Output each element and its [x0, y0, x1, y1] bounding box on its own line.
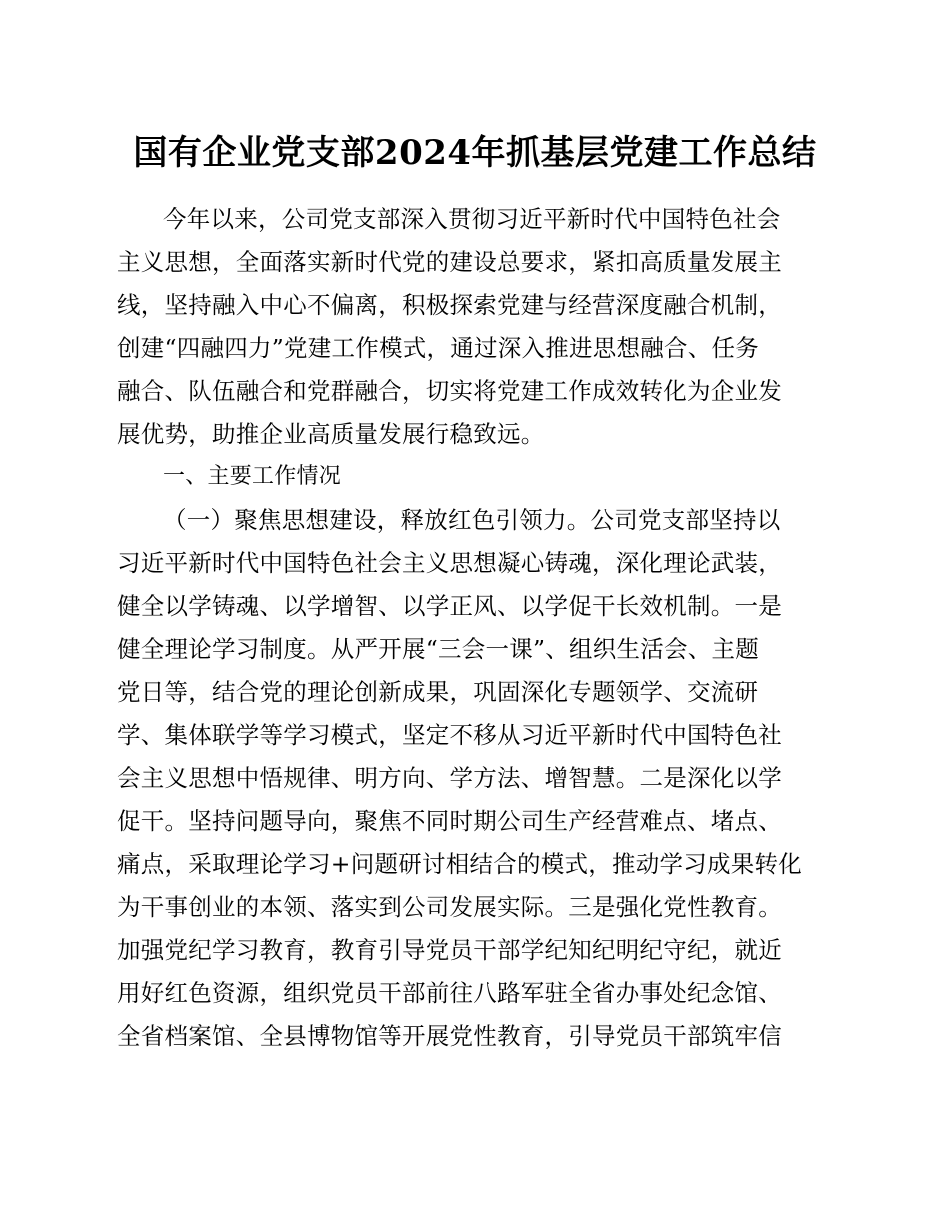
section-line: 党日等，结合党的理论创新成果，巩固深化专题领学、交流研	[117, 678, 759, 706]
section-heading: 一、主要工作情况	[163, 464, 342, 489]
section-line: 会主义思想中悟规律、明方向、学方法、增智慧。二是深化以学	[117, 764, 782, 792]
intro-line: 线，坚持融入中心不偏离，积极探索党建与经营深度融合机制，	[117, 291, 782, 319]
intro-line: 创建“四融四力”党建工作模式，通过深入推进思想融合、任务	[117, 334, 760, 362]
intro-line: 融合、队伍融合和党群融合，切实将党建工作成效转化为企业发	[117, 377, 782, 405]
intro-line: 主义思想，全面落实新时代党的建设总要求，紧扣高质量发展主	[117, 248, 782, 276]
section-line: 健全理论学习制度。从严开展“三会一课”、组织生活会、主题	[117, 635, 760, 663]
intro-line: 今年以来，公司党支部深入贯彻习近平新时代中国特色社会	[163, 205, 781, 233]
section-line: 健全以学铸魂、以学增智、以学正风、以学促干长效机制。一是	[117, 592, 782, 620]
section-line: 痛点，采取理论学习+问题研讨相结合的模式，推动学习成果转化	[117, 850, 802, 878]
section-line: 全省档案馆、全县博物馆等开展党性教育，引导党员干部筑牢信	[117, 1022, 782, 1050]
intro-line: 展优势，助推企业高质量发展行稳致远。	[117, 420, 545, 448]
section-line: 加强党纪学习教育，教育引导党员干部学纪知纪明纪守纪，就近	[117, 936, 782, 964]
section-line: 习近平新时代中国特色社会主义思想凝心铸魂，深化理论武装，	[117, 549, 782, 577]
section-line: 促干。坚持问题导向，聚焦不同时期公司生产经营难点、堵点、	[117, 807, 782, 835]
section-line: 学、集体联学等学习模式，坚定不移从习近平新时代中国特色社	[117, 721, 782, 749]
section-line: （一）聚焦思想建设，释放红色引领力。公司党支部坚持以	[163, 506, 781, 534]
document-title: 国有企业党支部2024年抓基层党建工作总结	[133, 133, 817, 173]
section-line: 用好红色资源，组织党员干部前往八路军驻全省办事处纪念馆、	[117, 979, 782, 1007]
section-line: 为干事创业的本领、落实到公司发展实际。三是强化党性教育。	[117, 893, 782, 921]
